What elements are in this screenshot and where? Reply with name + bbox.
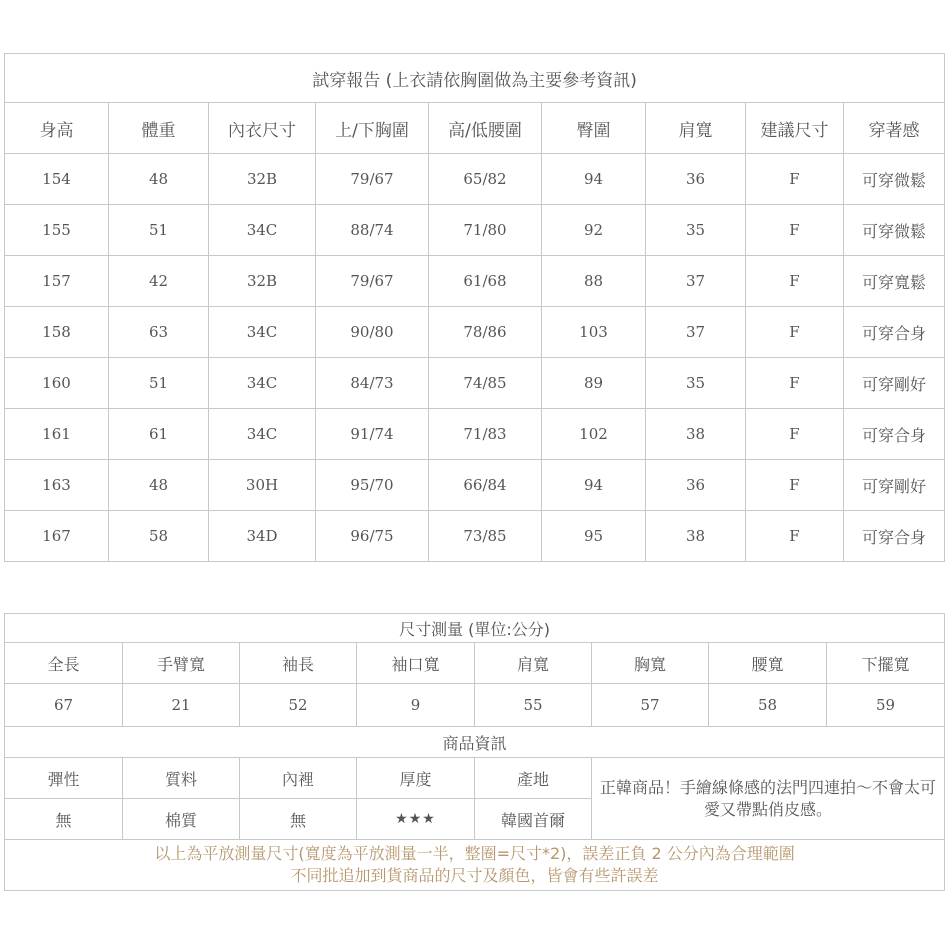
table-cell: 79/67 [316, 154, 429, 205]
table-cell: 78/86 [429, 307, 542, 358]
table-cell: 73/85 [429, 511, 542, 562]
table-cell: 35 [646, 358, 746, 409]
table-row [5, 154, 945, 205]
info-value-lining: 無 [240, 799, 357, 840]
table-cell: 32B [209, 256, 316, 307]
table-row [5, 409, 945, 460]
table-row [5, 358, 945, 409]
measurement-header: 袖長 [240, 643, 357, 684]
table-cell: 32B [209, 154, 316, 205]
table-cell: 61 [109, 409, 209, 460]
table-cell: 可穿合身 [844, 409, 945, 460]
note-line-2: 不同批追加到貨商品的尺寸及顏色，皆會有些許誤差 [290, 866, 659, 885]
table-cell: 可穿合身 [844, 307, 945, 358]
table-cell: 34D [209, 511, 316, 562]
table-cell: 160 [5, 358, 109, 409]
measurement-header: 胸寬 [592, 643, 709, 684]
size-measurement-table [4, 613, 945, 891]
table-cell: 89 [542, 358, 646, 409]
info-header-origin: 產地 [475, 758, 592, 799]
table-cell: 可穿微鬆 [844, 205, 945, 256]
table-cell: F [746, 154, 844, 205]
info-header-lining: 內裡 [240, 758, 357, 799]
measurement-header: 全長 [5, 643, 123, 684]
table-cell: 可穿寬鬆 [844, 256, 945, 307]
column-header: 建議尺寸 [746, 103, 844, 154]
measurement-value: 67 [5, 684, 123, 727]
table-cell: 155 [5, 205, 109, 256]
table-cell: 58 [109, 511, 209, 562]
table-cell: 37 [646, 256, 746, 307]
product-description: 正韓商品！手繪線條感的法門四連拍～不會太可愛又帶點俏皮感。 [592, 758, 945, 840]
measurement-value: 52 [240, 684, 357, 727]
table-row [5, 256, 945, 307]
table-cell: 163 [5, 460, 109, 511]
table-cell: 71/83 [429, 409, 542, 460]
table-cell: 65/82 [429, 154, 542, 205]
product-info-title: 商品資訊 [5, 727, 945, 758]
info-value-elasticity: 無 [5, 799, 123, 840]
table-row [5, 307, 945, 358]
table-cell: 103 [542, 307, 646, 358]
table-cell: 91/74 [316, 409, 429, 460]
table-cell: 可穿合身 [844, 511, 945, 562]
table-cell: 95/70 [316, 460, 429, 511]
table-cell: 48 [109, 154, 209, 205]
table-cell: F [746, 256, 844, 307]
measurement-value: 21 [123, 684, 240, 727]
table-cell: 158 [5, 307, 109, 358]
table-cell: 51 [109, 358, 209, 409]
table-cell: 38 [646, 409, 746, 460]
measurement-value: 9 [357, 684, 475, 727]
column-header: 高/低腰圍 [429, 103, 542, 154]
column-header: 穿著感 [844, 103, 945, 154]
table-cell: 167 [5, 511, 109, 562]
table-row [5, 511, 945, 562]
table-row [5, 205, 945, 256]
table-cell: 34C [209, 307, 316, 358]
table-cell: 94 [542, 460, 646, 511]
table-cell: 84/73 [316, 358, 429, 409]
table-cell: 可穿剛好 [844, 460, 945, 511]
table-cell: 71/80 [429, 205, 542, 256]
table-cell: F [746, 511, 844, 562]
measurement-header: 手臂寬 [123, 643, 240, 684]
measurement-header: 腰寬 [709, 643, 827, 684]
table-cell: 37 [646, 307, 746, 358]
measurement-title: 尺寸測量 (單位:公分) [5, 614, 945, 643]
column-header: 肩寬 [646, 103, 746, 154]
measurement-header: 袖口寬 [357, 643, 475, 684]
table-cell: 161 [5, 409, 109, 460]
table-cell: 154 [5, 154, 109, 205]
table-cell: 63 [109, 307, 209, 358]
table-cell: 48 [109, 460, 209, 511]
table-cell: 42 [109, 256, 209, 307]
table-cell: 30H [209, 460, 316, 511]
info-header-material: 質料 [123, 758, 240, 799]
table-cell: 34C [209, 358, 316, 409]
measurement-value: 55 [475, 684, 592, 727]
table-cell: F [746, 409, 844, 460]
column-header: 上/下胸圍 [316, 103, 429, 154]
table-cell: 51 [109, 205, 209, 256]
table-cell: 79/67 [316, 256, 429, 307]
column-header: 內衣尺寸 [209, 103, 316, 154]
table-cell: F [746, 358, 844, 409]
table-cell: 61/68 [429, 256, 542, 307]
column-header: 體重 [109, 103, 209, 154]
table-cell: 88 [542, 256, 646, 307]
fit-report-table [4, 53, 945, 562]
column-header: 身高 [5, 103, 109, 154]
thickness-stars: ★★★ [357, 799, 475, 840]
info-header-elasticity: 彈性 [5, 758, 123, 799]
table-cell: F [746, 205, 844, 256]
table-cell: 36 [646, 460, 746, 511]
info-value-material: 棉質 [123, 799, 240, 840]
size-notes [5, 840, 945, 891]
fit-report-rows [5, 154, 945, 562]
measurement-value: 59 [827, 684, 945, 727]
table-cell: 94 [542, 154, 646, 205]
table-cell: 35 [646, 205, 746, 256]
table-cell: F [746, 307, 844, 358]
table-cell: 36 [646, 154, 746, 205]
table-cell: 74/85 [429, 358, 542, 409]
note-line-1: 以上為平放測量尺寸(寬度為平放測量一半，整圈=尺寸*2)，誤差正負 2 公分內為合理範圍 [154, 844, 795, 863]
table-cell: 95 [542, 511, 646, 562]
table-cell: 157 [5, 256, 109, 307]
info-value-origin: 韓國首爾 [475, 799, 592, 840]
table-cell: 92 [542, 205, 646, 256]
table-cell: 可穿剛好 [844, 358, 945, 409]
measurement-value: 57 [592, 684, 709, 727]
table-row [5, 460, 945, 511]
table-cell: 可穿微鬆 [844, 154, 945, 205]
measurement-header: 下擺寬 [827, 643, 945, 684]
table-cell: 34C [209, 409, 316, 460]
table-cell: F [746, 460, 844, 511]
table-cell: 38 [646, 511, 746, 562]
info-header-thickness: 厚度 [357, 758, 475, 799]
table-cell: 96/75 [316, 511, 429, 562]
measurement-header: 肩寬 [475, 643, 592, 684]
fit-report-title: 試穿報告 (上衣請依胸圍做為主要參考資訊) [5, 54, 945, 103]
table-cell: 34C [209, 205, 316, 256]
table-cell: 102 [542, 409, 646, 460]
table-cell: 88/74 [316, 205, 429, 256]
table-cell: 66/84 [429, 460, 542, 511]
table-cell: 90/80 [316, 307, 429, 358]
measurement-value: 58 [709, 684, 827, 727]
column-header: 臀圍 [542, 103, 646, 154]
